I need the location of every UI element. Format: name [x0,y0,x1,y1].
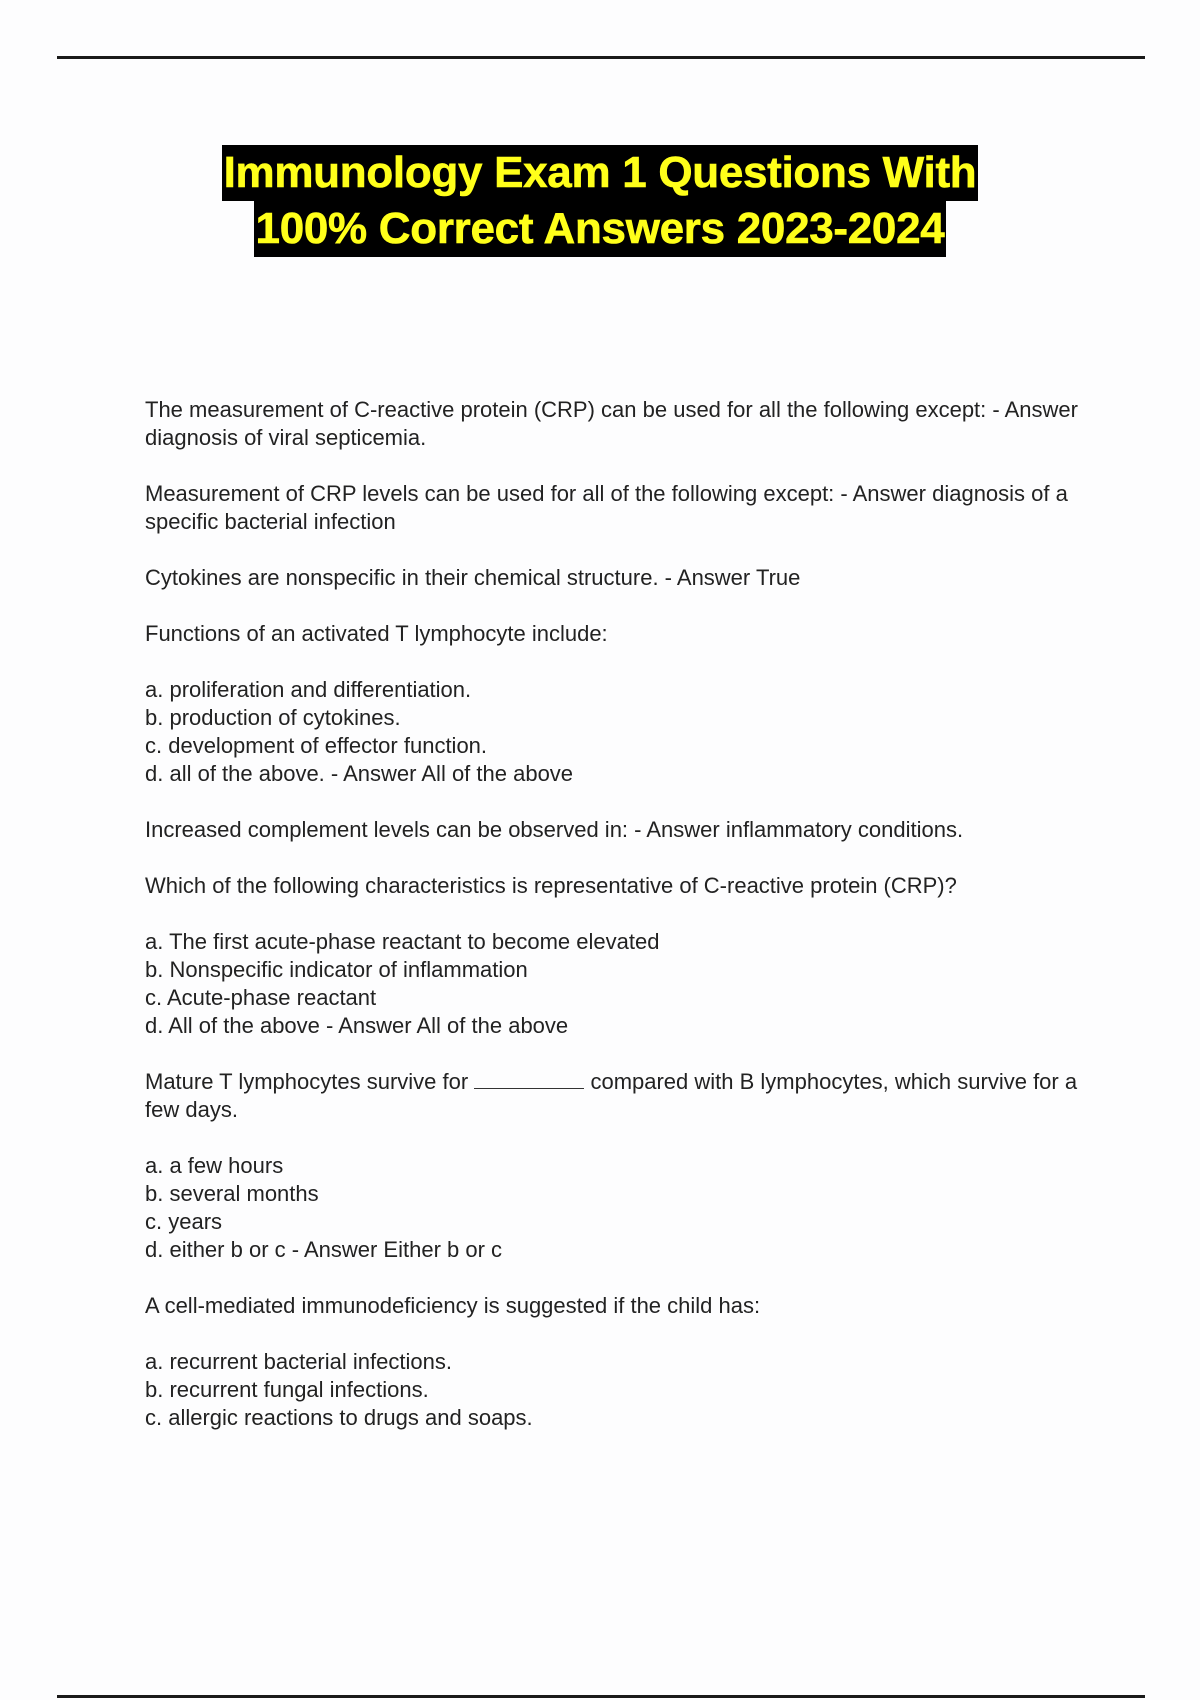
footer-rule [57,1695,1145,1698]
answer-option: c. development of effector function. [145,733,488,758]
answer-options [145,676,1095,788]
answer-options [145,1348,1095,1432]
question-item [145,396,1095,452]
answer-options [145,928,1095,1040]
answer-option: d. All of the above - Answer All of the above [145,1013,569,1038]
question-text: A cell-mediated immunodeficiency is suggested if the child has: [145,1293,761,1318]
question-list [145,396,1095,1460]
question-text: Cytokines are nonspecific in their chemical structure. - Answer True [145,565,801,590]
question-text-after-blank: compared with B lymphocytes, which survive for a few days. [145,1069,1078,1122]
answer-option: a. proliferation and differentiation. [145,677,472,702]
question-item [145,872,1095,1040]
answer-option: b. recurrent fungal infections. [145,1377,429,1402]
title-line-1: Immunology Exam 1 Questions With [222,145,979,201]
answer-option: c. Acute-phase reactant [145,985,377,1010]
answer-option: c. years [145,1209,223,1234]
question-text [145,1068,1095,1124]
document-title [0,145,1200,257]
question-text: Increased complement levels can be observed in: - Answer inflammatory conditions. [145,817,964,842]
answer-option: b. production of cytokines. [145,705,401,730]
header-rule [57,56,1145,59]
question-text: Which of the following characteristics is representative of C-reactive protein (CRP)? [145,873,957,898]
answer-option: d. all of the above. - Answer All of the above [145,761,574,786]
question-item [145,816,1095,844]
fill-in-blank [474,1070,584,1089]
answer-option: a. The first acute-phase reactant to become elevated [145,929,660,954]
question-text-before-blank: Mature T lymphocytes survive for [145,1069,469,1094]
question-item [145,1292,1095,1432]
question-item [145,480,1095,536]
question-item [145,564,1095,592]
answer-option: a. recurrent bacterial infections. [145,1349,452,1374]
answer-option: a. a few hours [145,1153,284,1178]
answer-options [145,1152,1095,1264]
answer-option: b. Nonspecific indicator of inflammation [145,957,528,982]
answer-option: d. either b or c - Answer Either b or c [145,1237,503,1262]
title-line-2: 100% Correct Answers 2023-2024 [254,201,947,257]
question-text: Functions of an activated T lymphocyte include: [145,621,608,646]
answer-option: b. several months [145,1181,319,1206]
question-item [145,1068,1095,1264]
question-text: Measurement of CRP levels can be used for all of the following except: - Answer diagnosis of a specific bacterial infection [145,481,1068,534]
question-text: The measurement of C-reactive protein (CRP) can be used for all the following except: - Answer diagnosis of viral septicemia. [145,397,1078,450]
question-item [145,620,1095,788]
answer-option: c. allergic reactions to drugs and soaps. [145,1405,533,1430]
